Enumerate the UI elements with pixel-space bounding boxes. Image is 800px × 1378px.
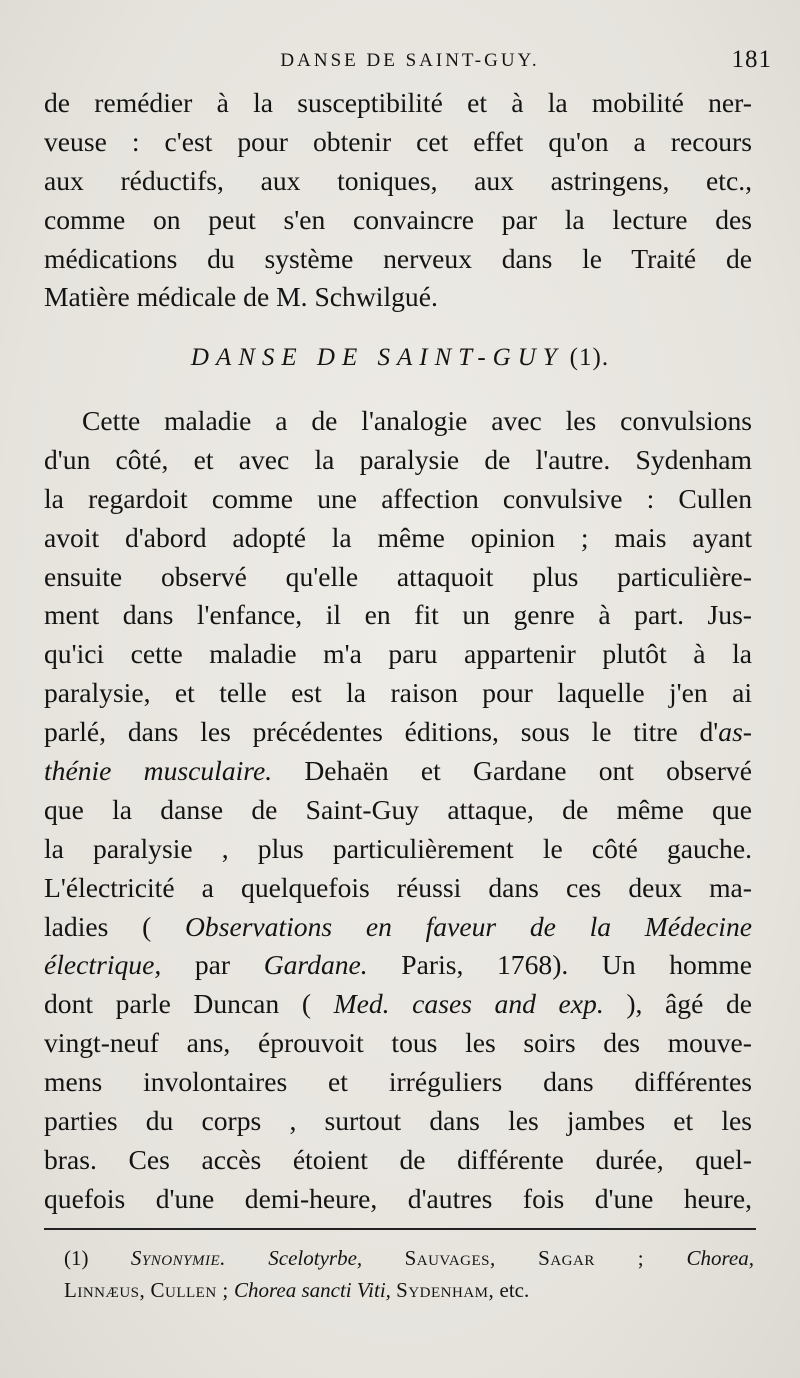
footnote-term: Chorea sancti Viti, [234,1278,391,1302]
section-heading [0,344,800,372]
footnote [64,1242,754,1306]
text-line: ment dans l'enfance, il en fit un genre à part. Jus- [44,599,752,631]
text-line: la paralysie , plus particulièrement le côté gauche. [44,832,752,864]
text-span: parlé, dans les précédentes éditions, sous le titre d' [44,716,719,748]
text-line [44,908,752,947]
text-line: Cette maladie a de l'analogie avec les convulsions [82,405,752,436]
page-number: 181 [731,46,772,73]
footnote-marker: (1) [64,1246,89,1270]
text-line: avoit d'abord adopté la même opinion ; mais ayant [44,521,752,553]
text-line [44,985,752,1024]
text-line [44,752,752,791]
footnote-label: Synonymie. [130,1246,226,1270]
text-line: ensuite observé qu'elle attaquoit plus particulière- [44,560,752,592]
italic-citation: Med. cases and exp. [333,988,604,1020]
text-span: Paris, 1768). Un homme [367,949,752,981]
footnote-reference: (1). [569,344,610,371]
text-line: de remédier à la susceptibilité et à la mobilité ner- [44,87,752,118]
italic-author: Gardane. [263,949,368,981]
text-line: la regardoit comme une affection convulsive : Cullen [44,482,752,514]
footnote-author: Sauvages, [404,1246,496,1270]
text-line: vingt-neuf ans, éprouvoit tous les soirs des mouve- [44,1027,752,1059]
text-line: paralysie, et telle est la raison pour laquelle j'en ai [44,677,752,709]
footnote-rule [44,1228,756,1230]
text-span: ladies ( [44,910,185,942]
italic-term: thénie musculaire. [44,755,273,787]
text-line: comme on peut s'en convaincre par la lecture des [44,203,752,235]
footnote-author: Cullen ; [150,1278,229,1302]
text-line: bras. Ces accès étoient de différente durée, quel- [44,1143,752,1175]
text-line [44,946,752,985]
text-span: par [161,949,264,981]
italic-term: as- [718,716,752,748]
text-line: d'un côté, et avec la paralysie de l'autre. Sydenham [44,443,752,475]
text-span: Dehaën et Gardane ont observé [272,755,752,787]
text-line: Matière médicale de M. Schwilgué. [44,281,438,313]
text-line: aux réductifs, aux toniques, aux astringens, etc., [44,164,752,196]
intro-paragraph [44,84,752,317]
text-line: qu'ici cette maladie m'a paru appartenir plutôt à la [44,638,752,670]
main-paragraph [44,402,752,1219]
text-line: parties du corps , surtout dans les jambes et les [44,1105,752,1137]
running-head [40,46,780,76]
text-line: L'électricité a quelquefois réussi dans ces deux ma- [44,871,752,903]
italic-citation: électrique, [44,949,162,981]
footnote-author: Sagar ; [538,1246,645,1270]
section-title: DANSE DE SAINT-GUY [190,344,564,371]
running-title: DANSE DE SAINT-GUY. [280,50,540,71]
text-span: dont parle Duncan ( [44,988,334,1020]
footnote-author: Linnæus, [64,1278,146,1302]
text-line: veuse : c'est pour obtenir cet effet qu'on a recours [44,125,752,157]
footnote-line [64,1242,754,1274]
footnote-author: Sydenham, [396,1278,495,1302]
text-span: ), âgé de [603,988,752,1020]
footnote-line [64,1274,754,1306]
text-line: médications du système nerveux dans le Traité de [44,242,752,274]
footnote-etc: etc. [499,1278,530,1302]
text-line: mens involontaires et irréguliers dans différentes [44,1066,752,1098]
footnote-term: Chorea, [686,1246,755,1270]
text-line [44,713,752,752]
footnote-term: Scelotyrbe, [268,1246,363,1270]
text-line: que la danse de Saint-Guy attaque, de même que [44,793,752,825]
text-line: quefois d'une demi-heure, d'autres fois d'une heure, [44,1182,752,1214]
italic-citation: Observations en faveur de la Médecine [184,910,752,942]
